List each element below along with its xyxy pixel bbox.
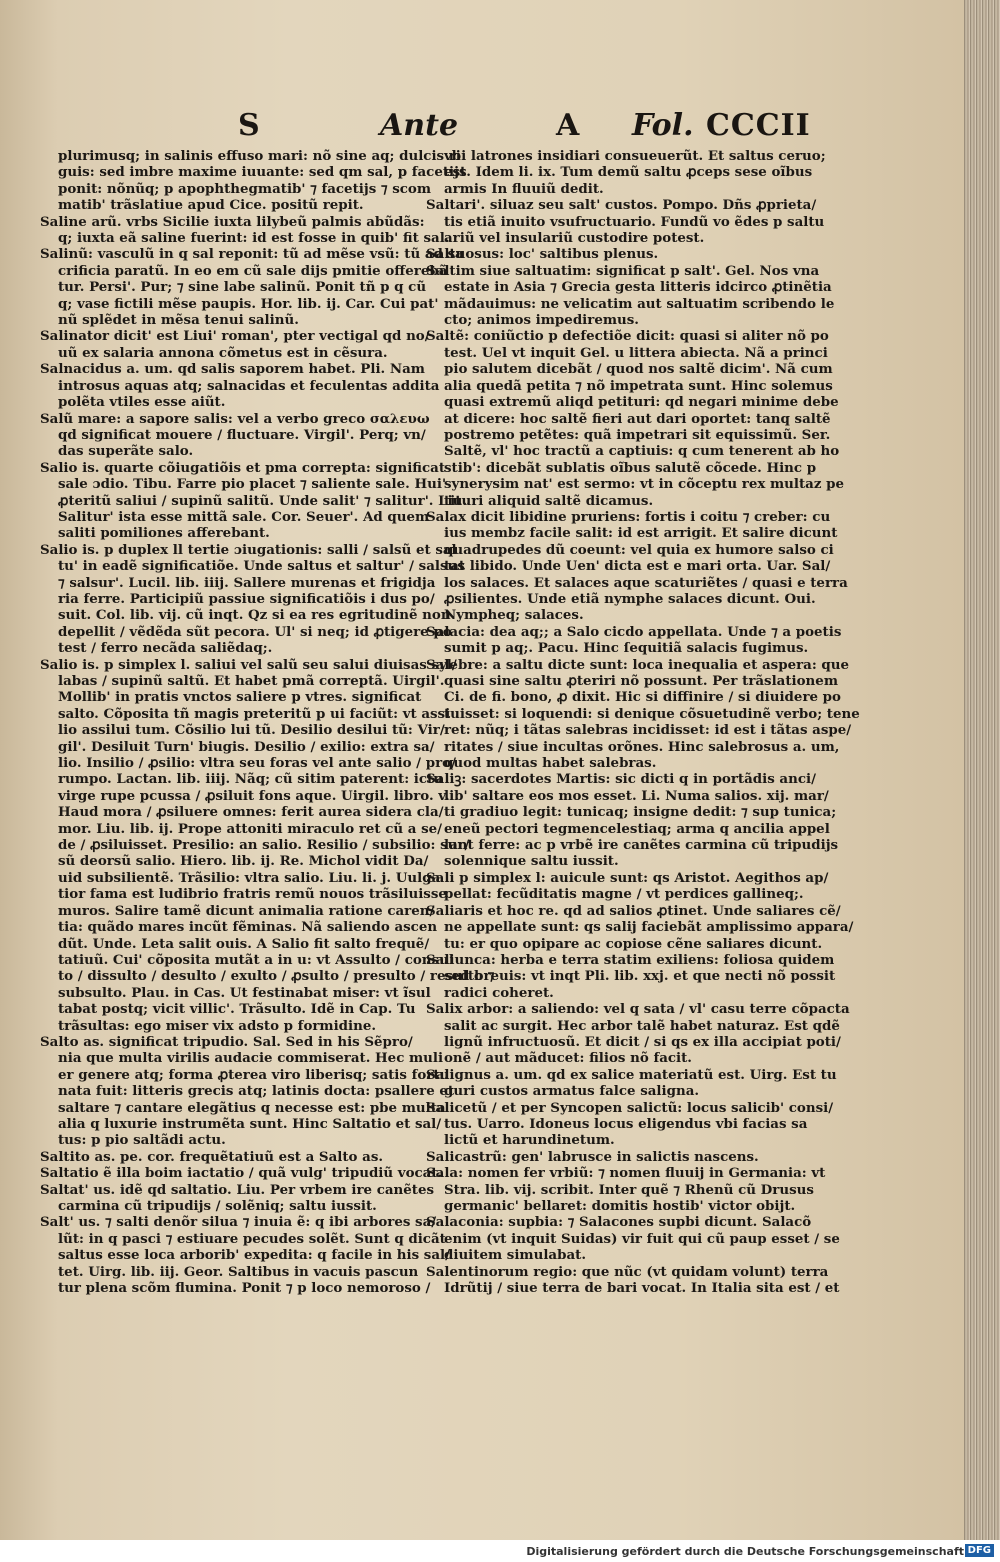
text-line: eneũ pectori tegmencelestiaq; arma q ancilia appel (444, 820, 830, 837)
right-text-column (426, 148, 860, 1297)
entry-headword-line: Saltat' us. idẽ qd saltatio. Liu. Per vrbem ire canẽtes (40, 1181, 435, 1198)
text-line: salit ac surgit. Hec arbor talẽ habet naturaz. Est qdẽ (444, 1017, 840, 1034)
entry-headword-line: Salentinorum regio: que nũc (vt quidam volunt) terra (426, 1263, 829, 1280)
text-line: q; vase fictili mẽse paupis. Hor. lib. ij. Car. Cui pat' (58, 295, 439, 312)
text-line: tia: quãdo mares incũt fẽminas. Nã saliendo ascen (58, 919, 438, 936)
folio-number: CCCII (706, 108, 811, 143)
text-line: at dicere: hoc saltẽ fieri aut dari oportet: tanq saltẽ (444, 410, 831, 427)
text-line: vbi latrones insidiari consueuerũt. Et saltus ceruo; (444, 148, 826, 164)
text-line: tet. Uirg. lib. iij. Geor. Saltibus in vacuis pascun (58, 1263, 419, 1280)
entry-headword-line: Saltẽ: coniũctio p defectiõe dicit: quasi si aliter nõ po (426, 328, 829, 345)
text-line: test / ferro necãda saliẽdaq;. (58, 640, 273, 657)
text-line: mor. Liu. lib. ij. Prope attoniti miraculo ret cũ a se/ (58, 820, 443, 837)
text-line: lictũ et harundinetum. (444, 1132, 615, 1149)
text-line: stib': dicebãt sublatis oĩbus salutẽ cõcede. Hinc p (444, 459, 817, 476)
text-line: lib' saltare eos mos esset. Li. Numa salios. xij. mar/ (444, 787, 829, 804)
text-line: guis: sed imbre maxime iuuante: sed qm sal, p facetijs (58, 164, 467, 181)
text-line: labas / supinũ saltũ. Et habet pmã correptã. Uirgil'. (58, 673, 445, 689)
entry-headword-line: Saltari'. siluaz seu salt' custos. Pompo. Dñs ꝓprieta/ (426, 197, 817, 214)
text-line: lio. Insilio / ꝓsilio: vltra seu foras vel ante salio / pro/ (58, 755, 456, 772)
text-line: tat libido. Unde Uen' dicta est e mari orta. Uar. Sal/ (444, 558, 831, 575)
text-line: salto. Cõposita tñ magis preteritũ p ui faciũt: vt assi (58, 705, 451, 722)
entry-headword-line: Salix arbor: a saliendo: vel q sata / vl' casu terre cõpacta (426, 1001, 850, 1018)
text-line: ꝓteritũ saliui / supinũ salitũ. Unde salit' ⁊ salitur'. Liu. (58, 492, 468, 509)
text-line: das superãte salo. (58, 443, 194, 460)
text-line: tur. Persi'. Pur; ⁊ sine labe salinũ. Ponit tñ p q cũ (58, 279, 427, 296)
text-line: crificia paratũ. In eo em cũ sale dijs pmitie offerebã (58, 262, 448, 279)
text-line: solennique saltu iussit. (444, 853, 619, 870)
text-line: tituri aliquid saltẽ dicamus. (444, 492, 654, 509)
text-line: Mollib' in pratis vnctos saliere p vtres. significat (58, 689, 422, 706)
text-line: tu' in eadẽ significatiõe. Unde saltus et saltur' / salsus (58, 558, 465, 575)
text-line: gil'. Desiluit Turn' biugis. Desilio / exilio: extra sa/ (58, 738, 435, 755)
text-line: polẽta vtiles esse aiũt. (58, 394, 226, 411)
text-line: ret: nũq; i tãtas salebras incidisset: id est i tãtas aspe/ (444, 722, 852, 739)
entry-headword-line: Saltuosus: loc' saltibus plenus. (426, 246, 659, 263)
left-text-column (40, 148, 495, 1297)
text-line: introsus aquas atq; salnacidas et feculentas addita (58, 377, 440, 394)
text-line: radici coheret. (444, 984, 554, 1001)
text-line: ariũ vel insulariũ custodire potest. (444, 230, 705, 247)
entry-headword-line: Salicetũ / et per Syncopen salictũ: locus salicib' consi/ (426, 1099, 834, 1116)
text-line: tior fama est ludibrio fratris remũ nouos trãsiluisse (58, 886, 447, 903)
text-line: tus. Uarro. Idoneus locus eligendus vbi facias sa (444, 1115, 808, 1132)
entry-headword-line: Salebre: a saltu dicte sunt: loca inequalia et aspera: que (426, 656, 850, 673)
text-line: germanic' bellaret: domitis hostib' victor obijt. (444, 1198, 796, 1214)
page-edges (964, 0, 1000, 1540)
text-line: Saltẽ, vl' hoc tractũ a captiuis: q cum tenerent ab ho (444, 443, 840, 460)
text-line: sumit p aq;. Pacu. Hinc ſequitiã salacis fugimus. (444, 640, 809, 657)
text-line: tis etiã inuito vsufructuario. Fundũ vo ẽdes p saltu (444, 213, 825, 230)
entry-headword-line: Saliaris et hoc re. qd ad salios ꝓtinet. Unde saliares cẽ/ (426, 902, 841, 919)
text-line: saltus esse loca arborib' expedita: q facile in his sal/ (58, 1247, 450, 1264)
running-head-letter-right: A (556, 108, 580, 143)
text-line: pio salutem dicebãt / quod nos saltẽ dicim'. Nã cum (444, 361, 833, 378)
text-line: guri custos armatus falce saligna. (444, 1083, 700, 1100)
text-line: tu: er quo opipare ac copiose cẽne saliares dicunt. (444, 935, 823, 952)
running-head-letter-left: S (238, 108, 260, 143)
text-line: depellit / vẽdẽda sũt pecora. Ul' si neq; id ꝓtigere po (58, 623, 452, 640)
text-line: Haud mora / ꝓsiluere omnes: ferit aurea sidera cla/ (58, 804, 444, 821)
text-line: Ci. de fi. bono, ꝓ dixit. Hic si diffinire / si diuidere po (444, 689, 841, 706)
text-line: sed breuis: vt inqt Pli. lib. xxj. et que necti nõ possit (444, 968, 836, 985)
folio-label: Fol. (632, 108, 694, 143)
entry-headword-line: Sala: nomen fer vrbiũ: ⁊ nomen fluuij in Germania: vt (426, 1165, 826, 1182)
text-line: ꝓsilientes. Unde etiã nymphe salaces dicunt. Oui. (444, 590, 816, 607)
text-line: alia q luxurie instrumẽta sunt. Hinc Saltatio et sal/ (58, 1115, 442, 1132)
text-line: lignũ infructuosũ. Et dicit / si qs ex illa accipiat poti/ (444, 1033, 841, 1050)
text-line: armis In fluuiũ dedit. (444, 180, 604, 197)
text-line: ria ferre. Participiũ passiue significatiõis i dus po/ (58, 590, 435, 607)
entry-headword-line: Saliꝫ: sacerdotes Martis: sic dicti q in portãdis anci/ (426, 771, 816, 788)
entry-headword-line: Salicastrũ: gen' labrusce in salictis nascens. (426, 1148, 759, 1165)
entry-headword-line: Salũ mare: a sapore salis: vel a verbo greco σαλευω (40, 410, 430, 427)
text-line: plurimusq; in salinis effuso mari: nõ sine aq; dulcis ri (58, 148, 461, 164)
text-line: cto; animos impediremus. (444, 312, 639, 329)
entry-headword-line: Salio is. quarte cõiugatiõis et pma correpta: significat (40, 459, 446, 476)
entry-headword-line: Saltatio ẽ illa boim iactatio / quã vulg' tripudiũ vocat. (40, 1165, 443, 1182)
text-line: carmina cũ tripudijs / solẽniq; saltu iussit. (58, 1198, 377, 1214)
text-line: uũ ex salaria annona cõmetus est in cẽsura. (58, 344, 388, 361)
text-line: matib' trãslatiue apud Cice. positũ repit. (58, 197, 364, 214)
entry-headword-line: Salacia: dea aq;; a Salo cicdo appellata. Unde ⁊ a poetis (426, 623, 842, 640)
text-line: tatiuũ. Cui' cõposita mutãt a in u: vt Assulto / consul (58, 951, 454, 968)
entry-headword-line: Saltim siue saltuatim: significat p salt'. Gel. Nos vna (426, 262, 820, 279)
text-line: onẽ / aut mãducet: filios nõ facit. (444, 1050, 692, 1067)
text-line: muros. Salire tamẽ dicunt animalia ratione caren/ (58, 902, 435, 919)
text-line: tuisset: si loquendi: si denique cõsuetudinẽ verbo; tene (444, 705, 860, 722)
text-line: quod multas habet salebras. (444, 755, 657, 772)
text-line: lũt: in q pasci ⁊ estiuare pecudes solẽt. Sunt q dicãt (58, 1230, 446, 1247)
text-line: trãsultas: ego miser vix adsto p formidine. (58, 1017, 377, 1034)
entry-headword-line: Saline arũ. vrbs Sicilie iuxta lilybeũ palmis abũdãs: (40, 213, 425, 230)
text-line: ponit: nõnũq; p apophthegmatib' ⁊ facetijs ⁊ scom (58, 180, 432, 197)
text-line: quasi sine saltu ꝓteriri nõ possunt. Per trãslationem (444, 673, 838, 689)
entry-headword-line: Salignus a. um. qd ex salice materiatũ est. Uirg. Est tu (426, 1066, 837, 1083)
entry-headword-line: Salt' us. ⁊ salti denõr silua ⁊ inuia ẽ: q ibi arbores sa/ (40, 1214, 437, 1231)
text-line: tur plena scõm flumina. Ponit ⁊ p loco nemoroso / (58, 1280, 431, 1297)
entry-headword-line: Salinator dicit' est Liui' roman', pter vectigal qd no/ (40, 328, 430, 345)
entry-headword-line: Salaconia: supbia: ⁊ Salacones supbi dicunt. Salacõ (426, 1214, 812, 1231)
entry-headword-line: Saliunca: herba e terra statim exiliens: foliosa quidem (426, 951, 835, 968)
text-line: ne appellate sunt: qs salij faciebãt amplissimo appara/ (444, 919, 854, 936)
running-head-ante: Ante (380, 108, 459, 143)
text-line: los salaces. Et salaces aque scaturiẽtes / quasi e terra (444, 574, 848, 591)
digitization-footer (0, 1540, 1000, 1562)
text-line: tus: p pio saltãdi actu. (58, 1132, 226, 1149)
text-line: Stra. lib. vij. scribit. Inter quẽ ⁊ Rhenũ cũ Drusus (444, 1181, 814, 1198)
text-line: Nympheq; salaces. (444, 607, 584, 624)
running-head (0, 108, 964, 148)
entry-headword-line: Salto as. significat tripudio. Sal. Sed in his Sẽpro/ (40, 1033, 413, 1050)
text-line: saliti pomiliones afferebant. (58, 525, 270, 542)
text-line: nũ splẽdet in mẽsa tenui salinũ. (58, 312, 299, 329)
entry-headword-line: Sali p simplex l: auicule sunt: qs Aristot. Aegithos ap/ (426, 869, 829, 886)
entry-headword-line: Salax dicit libidine pruriens: fortis i coitu ⁊ creber: cu (426, 508, 831, 525)
text-line: sale ɔdio. Tibu. Farre pio placet ⁊ saliente sale. Hui' (58, 476, 447, 493)
text-line: quasi extremũ aliqd petituri: qd negari minime debe (444, 394, 839, 411)
text-line: q; iuxta eã saline fuerint: id est fosse in quib' fit sal. (58, 230, 450, 247)
entry-headword-line: Saltito as. pe. cor. frequẽtatiuũ est a Salto as. (40, 1148, 384, 1165)
text-line: diuitem simulabat. (444, 1247, 586, 1264)
text-line: sũ deorsũ salio. Hiero. lib. ij. Re. Michol vidit Da/ (58, 853, 429, 870)
text-line: lant ferre: ac p vrbẽ ire canẽtes carmina cũ tripudijs (444, 837, 839, 854)
text-line: dũt. Unde. Leta salit ouis. A Salio fit salto frequẽ/ (58, 935, 430, 952)
text-line: ti gradiuo legit: tunicaq; insigne dedit: ⁊ sup tunica; (444, 804, 837, 821)
text-line: ⁊ salsur'. Lucil. lib. iiij. Sallere murenas et frigidja (58, 574, 436, 591)
text-line: qd significat mouere / fluctuare. Virgil'. Perq; vn/ (58, 426, 426, 443)
text-line: lio assilui tum. Cõsilio lui tũ. Desilio desilui tũ: Vir/ (58, 722, 445, 739)
text-line: uid subsilientẽ. Trãsilio: vltra salio. Liu. li. j. Uulga (58, 869, 441, 886)
text-line: alia quedã petita ⁊ nõ impetrata sunt. Hinc solemus (444, 377, 833, 394)
text-line: de / ꝓsiluisset. Presilio: an salio. Resilio / subsilio: sur/ (58, 837, 470, 854)
dfg-logo: DFG (965, 1544, 994, 1557)
text-line: ritates / siue incultas orõnes. Hinc salebrosus a. um, (444, 738, 840, 755)
text-line: subsulto. Plau. in Cas. Ut festinabat miser: vt ĩsul (58, 984, 431, 1001)
entry-headword-line: Salio is. p duplex ll tertie ɔiugationis: salli / salsũ et sal (40, 541, 457, 558)
entry-headword-line: Salnacidus a. um. qd salis saporem habet. Pli. Nam (40, 361, 425, 378)
text-line: ius membz facile salit: id est arrigit. Et salire dicunt (444, 525, 838, 542)
text-line: saltare ⁊ cantare elegãtius q necesse est: pbe multa (58, 1099, 446, 1116)
text-line: estate in Asia ⁊ Grecia gesta litteris idcirco ꝓtinẽtia (444, 279, 832, 296)
text-line: est. Idem li. ix. Tum demũ saltu ꝓceps sese oĩbus (444, 164, 813, 181)
text-line: postremo petẽtes: quã impetrari sit equissimũ. Ser. (444, 426, 831, 443)
entry-headword-line: Salio is. p simplex l. saliui vel salũ seu salui diuisas syl/ (40, 656, 457, 673)
text-line: tabat postq; vicit villic'. Trãsulto. Idẽ in Cap. Tu (58, 1001, 416, 1018)
text-line: enim (vt inquit Suidas) vir fuit qui cũ paup esset / se (444, 1230, 840, 1247)
text-line: test. Uel vt inquit Gel. u littera abiecta. Nã a princi (444, 344, 828, 361)
text-line: er genere atq; forma ꝓterea viro liberisq; satis fortu (58, 1066, 450, 1083)
text-line: nia que multa virilis audacie commiserat. Hec muli (58, 1050, 444, 1067)
text-line: synerysim nat' est sermo: vt in cõceptu rex multaz pe (444, 476, 844, 493)
text-line: mãdauimus: ne velicatim aut saltuatim scribendo le (444, 295, 835, 312)
text-line: Salitur' ista esse mittã sale. Cor. Seuer'. Ad quem (58, 508, 430, 525)
dfg-credit-text: Digitalisierung gefördert durch die Deutsche Forschungsgemeinschaft (526, 1545, 964, 1558)
text-line: virge rupe pcussa / ꝓsiluit fons aque. Uirgil. libro. v. (58, 787, 450, 804)
text-line: rumpo. Lactan. lib. iiij. Nãq; cũ sitim paterent: ictu (58, 771, 443, 788)
text-line: quadrupedes dũ coeunt: vel quia ex humore salso ci (444, 541, 834, 558)
entry-headword-line: Salinũ: vasculũ in q sal reponit: tũ ad mẽse vsũ: tũ ad sa (40, 246, 464, 263)
text-line: suit. Col. lib. vij. cũ inqt. Qz si ea res egritudinẽ non (58, 607, 451, 624)
text-line: nata fuit: litteris grecis atq; latinis docta: psallere et (58, 1083, 455, 1100)
text-line: Idrũtij / siue terra de bari vocat. In Italia sita est / et (444, 1280, 840, 1297)
text-line: pellat: fecũditatis magne / vt perdices gallineq;. (444, 886, 804, 903)
text-line: to / dissulto / desulto / exulto / ꝓsulto / presulto / resulto ⁊ (58, 968, 495, 985)
